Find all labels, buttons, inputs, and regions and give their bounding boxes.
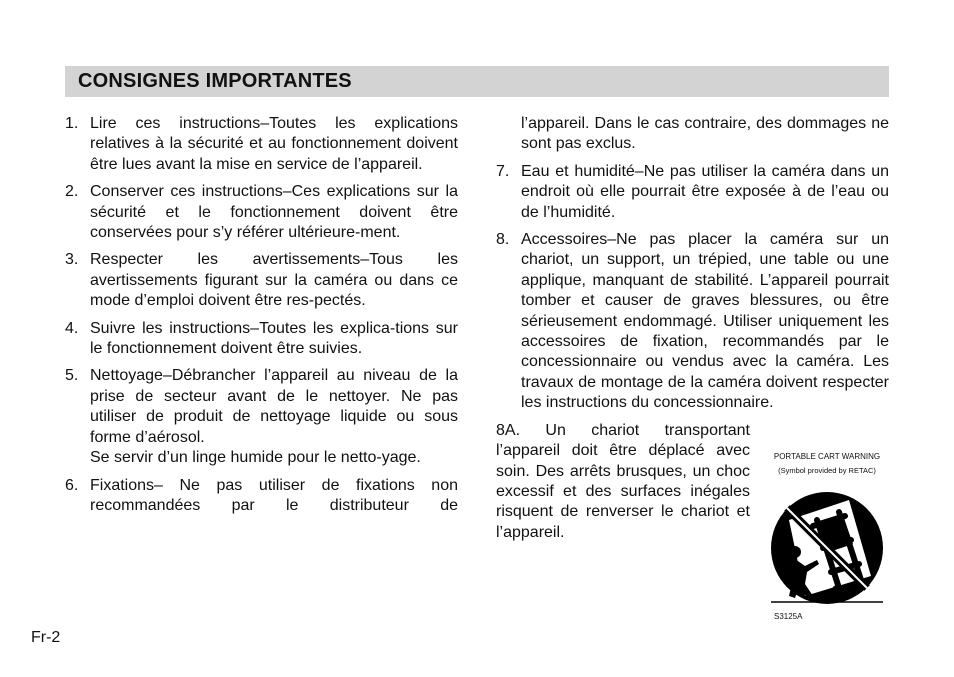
cart-warning-figure (762, 450, 892, 625)
item-number: 4. (65, 319, 79, 337)
item-number: 8A. (496, 421, 521, 439)
cart-warning-code: S3125A (774, 612, 803, 621)
item-number: 6. (65, 476, 79, 494)
item-text: Respecter les avertissements–Tous les avertissements figurant sur la caméra ou dans ce mode d’emploi doivent être res-pectés. (90, 251, 458, 310)
instruction-item-3 (65, 250, 458, 311)
item-text: l’appareil. Dans le cas contraire, des dommages ne sont pas exclus. (521, 115, 889, 153)
item-text: Fixations– Ne pas utiliser de fixations non recommandées par le distributeur de (90, 476, 458, 514)
section-title: CONSIGNES IMPORTANTES (78, 70, 352, 92)
instruction-item-6-continued (496, 114, 889, 155)
cart-warning-subcaption: (Symbol provided by RETAC) (778, 466, 876, 475)
page-number: Fr-2 (31, 629, 61, 646)
instruction-item-8 (496, 230, 889, 414)
portable-cart-warning-icon (765, 490, 889, 608)
section-header-bar (65, 66, 889, 97)
left-column (65, 114, 458, 523)
item-text: Lire ces instructions–Toutes les explications relatives à la sécurité et au fonctionnement doivent être lues avant la mise en service de l’appareil. (90, 115, 458, 173)
item-number: 1. (65, 115, 79, 132)
instruction-item-8a (496, 421, 750, 543)
item-text: Eau et humidité–Ne pas utiliser la caméra dans un endroit où elle pourrait être exposée à de l’eau ou de l’humidité. (521, 162, 889, 221)
cart-warning-caption: PORTABLE CART WARNING (773, 452, 881, 461)
instruction-item-1 (65, 114, 458, 175)
instruction-item-2 (65, 182, 458, 243)
item-text: Nettoyage–Débrancher l’appareil au niveau de la prise de secteur avant de le nettoyer. Ne pas utiliser de produit de nettoyage liquide ou sous forme d’aérosol. (90, 367, 458, 446)
item-text: Suivre les instructions–Toutes les explica-tions sur le fonctionnement doivent être suivies. (90, 319, 458, 358)
item-text-extra: Se servir d’un linge humide pour le netto-yage. (90, 449, 421, 467)
instruction-item-7 (496, 162, 889, 223)
item-text: Accessoires–Ne pas placer la caméra sur un chariot, un support, un trépied, une table ou une applique, manquant de stabilité. L’appareil pourrait tomber et causer de graves blessures, ou être sérieusement endommagé. Utiliser uniquement les accessoires de fixation, recommandés par le concessionnaire ou vendus avec la caméra. Les travaux de montage de la caméra doivent respecter les instructions du concessionnaire. (521, 231, 889, 412)
item-number: 8. (496, 231, 510, 249)
item-number: 3. (65, 251, 79, 269)
item-text: Conserver ces instructions–Ces explications sur la sécurité et le fonctionnement doivent être conservées pour s’y référer ultérieure-ment. (90, 183, 458, 242)
instruction-item-5 (65, 366, 458, 468)
instruction-item-4 (65, 319, 458, 360)
item-number: 7. (496, 162, 510, 180)
instruction-item-6 (65, 476, 458, 517)
item-number: 5. (65, 367, 79, 385)
item-number: 2. (65, 183, 79, 201)
item-8a-paragraph (496, 421, 750, 543)
item-text: Un chariot transportant l’appareil doit être déplacé avec soin. Des arrêts brusques, un choc excessif et des surfaces inégales risquent de renverser le chariot et l’appareil. (496, 421, 750, 541)
